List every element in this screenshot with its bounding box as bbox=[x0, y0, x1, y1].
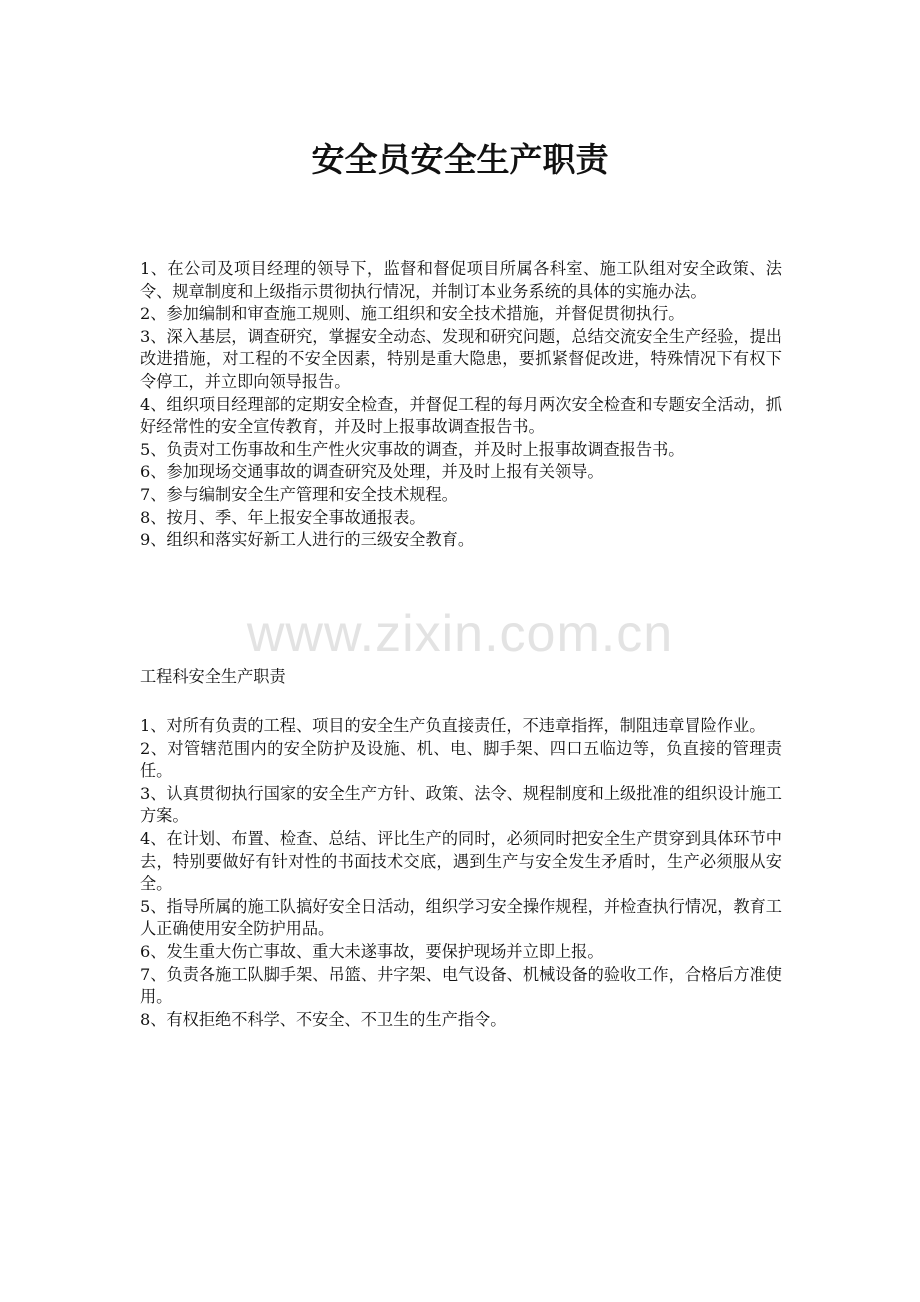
list-item: 2、参加编制和审查施工规则、施工组织和安全技术措施，并督促贯彻执行。 bbox=[140, 304, 685, 324]
safety-officer-duties-list bbox=[140, 258, 782, 552]
page-title: 安全员安全生产职责 bbox=[311, 140, 609, 179]
list-item: 5、指导所属的施工队搞好安全日活动，组织学习安全操作规程，并检查执行情况，教育工人正确使用安全防护用品。 bbox=[140, 896, 782, 939]
list-item: 4、组织项目经理部的定期安全检查，并督促工程的每月两次安全检查和专题安全活动，抓好经常性的安全宣传教育，并及时上报事故调查报告书。 bbox=[140, 394, 782, 437]
section-heading: 工程科安全生产职责 bbox=[140, 667, 286, 686]
list-item: 1、在公司及项目经理的领导下，监督和督促项目所属各科室、施工队组对安全政策、法令、规章制度和上级指示贯彻执行情况，并制订本业务系统的具体的实施办法。 bbox=[140, 259, 782, 301]
list-item: 6、发生重大伤亡事故、重大未遂事故，要保护现场并立即上报。 bbox=[140, 941, 604, 961]
list-item: 6、参加现场交通事故的调查研究及处理，并及时上报有关领导。 bbox=[140, 462, 604, 482]
list-item: 7、负责各施工队脚手架、吊篮、井字架、电气设备、机械设备的验收工作，合格后方准使用。 bbox=[140, 964, 782, 1007]
list-item: 5、负责对工伤事故和生产性火灾事故的调查，并及时上报事故调查报告书。 bbox=[140, 439, 685, 459]
list-item: 8、有权拒绝不科学、不安全、不卫生的生产指令。 bbox=[140, 1009, 507, 1029]
list-item: 4、在计划、布置、检查、总结、评比生产的同时，必须同时把安全生产贯穿到具体环节中去，特别要做好有针对性的书面技术交底，遇到生产与安全发生矛盾时，生产必须服从安全。 bbox=[140, 828, 782, 894]
list-item: 8、按月、季、年上报安全事故通报表。 bbox=[140, 507, 426, 527]
list-item: 2、对管辖范围内的安全防护及设施、机、电、脚手架、四口五临边等，负直接的管理责任。 bbox=[140, 738, 782, 781]
list-item: 9、组织和落实好新工人进行的三级安全教育。 bbox=[140, 530, 475, 550]
list-item: 3、深入基层，调查研究，掌握安全动态、发现和研究问题，总结交流安全生产经验，提出改进措施，对工程的不安全因素，特别是重大隐患，要抓紧督促改进，特殊情况下有权下令停工，并立即向领导报告。 bbox=[140, 326, 782, 391]
list-item: 7、参与编制安全生产管理和安全技术规程。 bbox=[140, 484, 458, 504]
engineering-dept-duties-list bbox=[140, 715, 782, 1031]
watermark: www.zixin.com.cn bbox=[246, 605, 674, 663]
list-item: 3、认真贯彻执行国家的安全生产方针、政策、法令、规程制度和上级批准的组织设计施工方案。 bbox=[140, 783, 782, 826]
list-item: 1、对所有负责的工程、项目的安全生产负直接责任，不违章指挥，制阻违章冒险作业。 bbox=[140, 716, 766, 735]
